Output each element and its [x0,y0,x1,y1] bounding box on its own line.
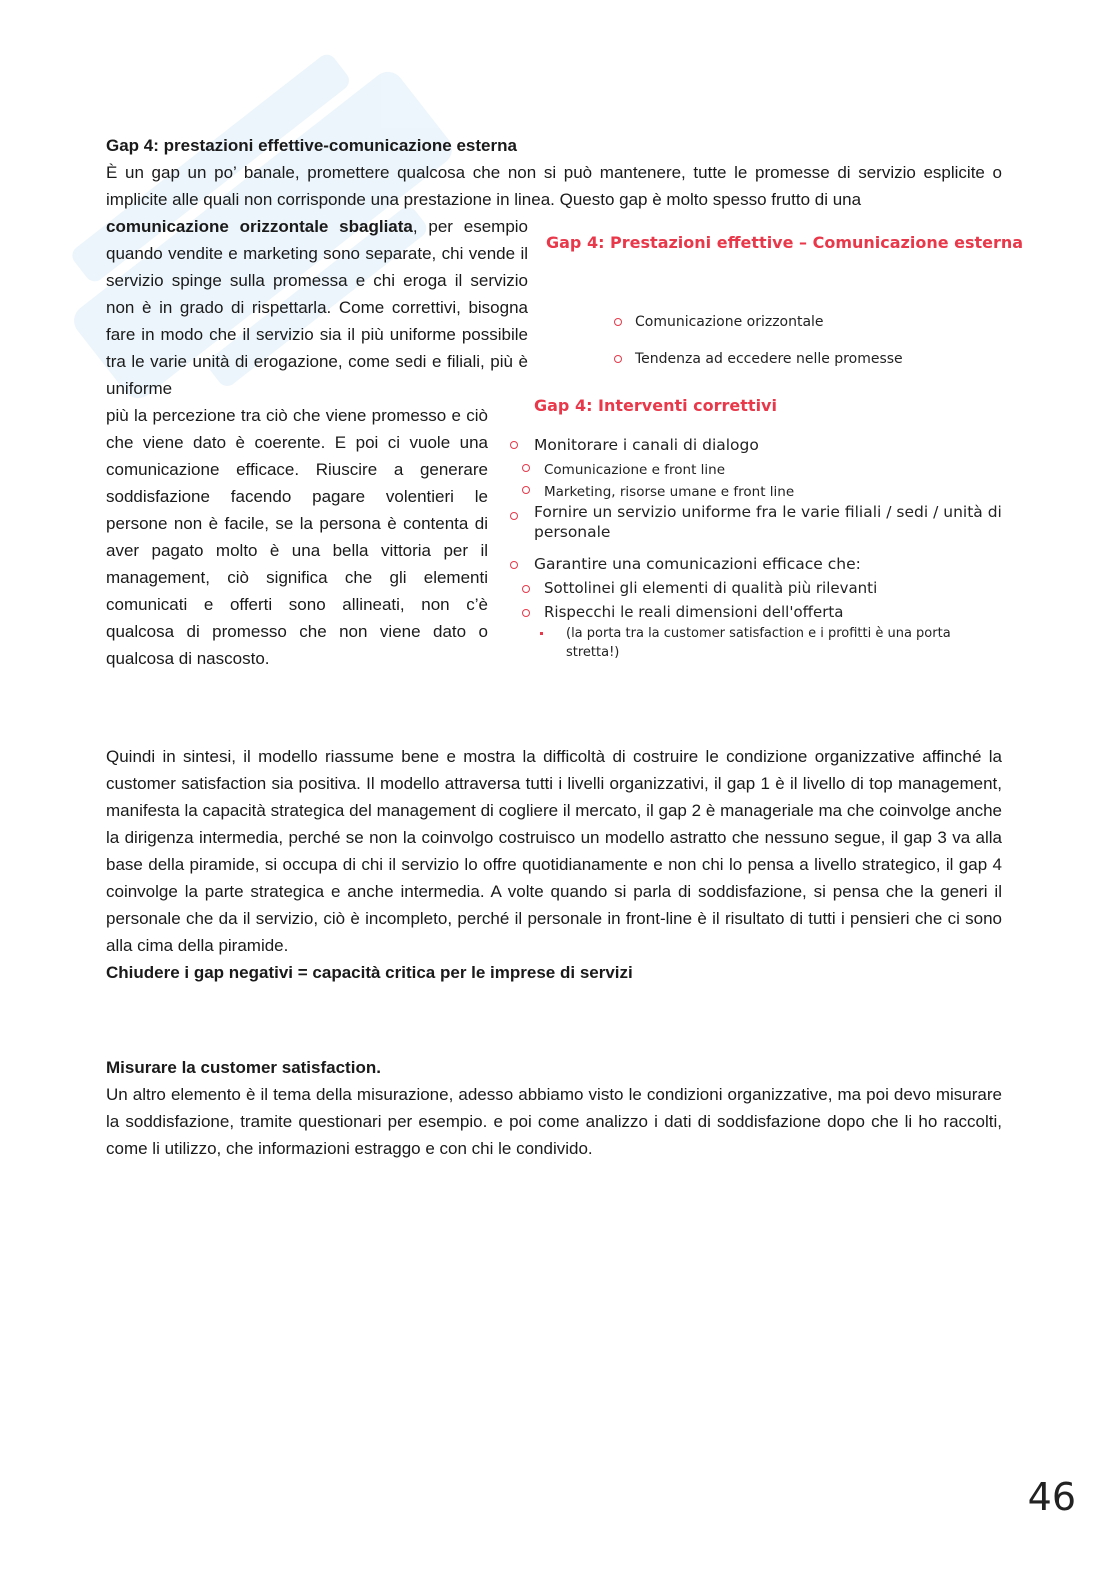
gap4-body-with-slide [106,213,1024,687]
slide-item-monitor: Monitorare i canali di dialogo [534,436,759,454]
circle-bullet-icon [522,609,530,617]
slide-subitem-marketing-hr: Marketing, risorse umane e front line [544,484,795,500]
measurement-heading: Misurare la customer satisfaction. [106,1058,381,1077]
summary-conclusion: Chiudere i gap negativi = capacità critica per le imprese di servizi [106,963,633,982]
slide-item-overpromise: Tendenza ad eccedere nelle promesse [635,351,903,367]
measurement-paragraph: Un altro elemento è il tema della misurazione, adesso abbiamo visto le condizioni organizzative, ma poi devo misurare la soddisfazione, tramite questionari per esempio. e poi come analizzo i dati di soddisfazione dopo che li ho raccolti, come li utilizzo, che informazioni estraggo e con chi le condivido. [106,1085,1002,1158]
slide-item-horizontal-communication: Comunicazione orizzontale [635,314,824,330]
slide-title-gap4: Gap 4: Prestazioni effettive – Comunicazione esterna [546,233,1024,252]
slide-subitem-front-line: Comunicazione e front line [544,462,726,478]
gap4-intro-paragraph: È un gap un po’ banale, promettere qualcosa che non si può mantenere, tutte le promesse di servizio esplicite o implicite alle quali non corrisponde una prestazione in linea. Questo gap è molto spesso frutto di una [106,163,1002,209]
circle-bullet-icon [510,512,518,520]
slide-note-narrow-door: (la porta tra la customer satisfaction e i profitti è una porta stretta!) [566,626,951,660]
circle-bullet-icon [522,585,530,593]
gap4-body-part1: , per esempio quando vendite e marketing sono separate, chi vende il servizio spinge sulla promessa e chi eroga il servizio non è in grado di rispettarla. Come correttivi, bisogna fare in modo che il servizio sia il più uniforme possibile tra le varie unità di erogazione, come sedi e filiali, più è uniforme [106,217,529,398]
circle-bullet-icon [522,464,530,472]
circle-bullet-icon [510,441,518,449]
gap4-body-part2: più la percezione tra ciò che viene promesso e ciò che viene dato è coerente. E poi ci vuole una comunicazione efficace. Riuscire a generare soddisfazione facendo pagare volentieri le persone non è facile, se la persona è contenta di aver pagato molto è una bella vittoria per il management, ciò significa che gli elementi comunicati e offerti sono allineati, non c’è qualcosa di promesso che non viene dato o qualcosa di nascosto. [106,406,488,668]
slide-subitem-quality-elements: Sottolinei gli elementi di qualità più rilevanti [544,579,878,597]
slide-subitem-real-dimensions: Rispecchi le reali dimensioni dell'offerta [544,603,844,621]
measurement-section [106,1054,1002,1162]
circle-bullet-icon [614,355,622,363]
slide-item-uniform-service: Fornire un servizio uniforme fra le varie filiali / sedi / unità di personale [534,503,1002,541]
circle-bullet-icon [614,318,622,326]
section-heading-gap4: Gap 4: prestazioni effettive-comunicazione esterna [106,136,517,155]
embedded-slide-image [504,229,1024,689]
circle-bullet-icon [522,486,530,494]
slide-item-effective-communication: Garantire una comunicazioni efficace che: [534,555,861,573]
summary-paragraph: Quindi in sintesi, il modello riassume bene e mostra la difficoltà di costruire le condizione organizzative affinché la customer satisfaction sia positiva. Il modello attraversa tutti i livelli organizzativi, il gap 1 è il livello di top management, manifesta la capacità strategica del management di cogliere il mercato, il gap 2 è manageriale ma che coinvolge anche la dirigenza intermedia, perché se non la coinvolgo costruisco un modello astratto che nessuno segue, il gap 3 va alla base della piramide, si occupa di chi il servizio lo offre quotidianamente e non chi lo pensa a livello strategico, il gap 4 coinvolge la parte strategica e anche intermedia. A volte quando si parla di soddisfazione, si pensa che la generi il personale che da il servizio, ciò è incompleto, perché il personale in front-line è il risultato di tutti i pensieri che ci sono alla cima della piramide. [106,747,1002,955]
circle-bullet-icon [510,561,518,569]
page-number: 46 [1027,1475,1076,1519]
slide-title-corrective: Gap 4: Interventi correttivi [534,396,777,415]
page-content [106,132,1024,1162]
bold-phrase: comunicazione orizzontale sbagliata [106,217,413,236]
square-bullet-icon [540,632,543,635]
gap4-body-text [106,213,528,672]
summary-section [106,743,1002,986]
